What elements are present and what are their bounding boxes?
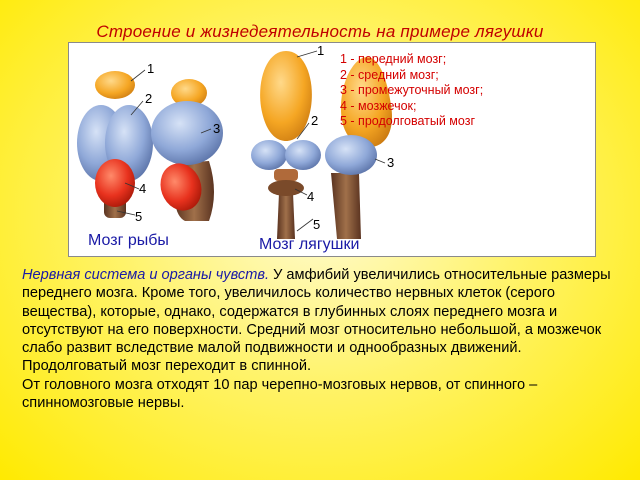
frog-label-1: 1 [317,43,325,58]
paragraph-1-body: У амфибий увеличились относительные размеры переднего мозга. Кроме того, увеличилось количество нервных клеток (серого вещества), которые, однако, содержатся в глубинных слоях переднего мозга и отсутствуют на его поверхности. Средний мозг относительно небольшой, а мозжечок слабо развит вследствие малой подвижности и однообразных движений. Продолговатый мозг переходит в спинной. [22,267,611,375]
illustration-panel [68,42,596,257]
caption-fish-brain: Мозг рыбы [88,232,169,249]
fish-label-2: 2 [145,91,153,106]
brain-legend [340,52,483,130]
page-title: Строение и жизнедеятельность на примере лягушки [96,22,544,41]
frog-label-3: 3 [387,155,395,170]
description-text [22,266,626,412]
paragraph-2: От головного мозга отходят 10 пар черепно-мозговых нервов, от спинного – спинномозговые нервы. [22,376,538,412]
frog-label-4: 4 [307,189,315,204]
brain-illustration [69,43,597,258]
frog-label-5: 5 [313,217,321,232]
fish-label-4: 4 [139,181,147,196]
fish-label-5: 5 [135,209,143,224]
legend-item: 2 - средний мозг; [340,67,439,82]
section-lead: Нервная система и органы чувств. [22,267,270,283]
fish-brain-side [151,79,223,221]
legend-item: 3 - промежуточный мозг; [340,83,484,97]
legend-item: 4 - мозжечок; [340,98,417,113]
fish-label-1: 1 [147,61,155,76]
frog-brain-dorsal [251,51,321,239]
caption-frog-brain: Мозг лягушки [259,236,360,253]
legend-item: 5 - продолговатый мозг [340,114,475,128]
paragraph-1 [22,266,626,376]
legend-item: 1 - передний мозг; [340,52,447,66]
frog-label-2: 2 [311,113,319,128]
fish-label-3: 3 [213,121,221,136]
